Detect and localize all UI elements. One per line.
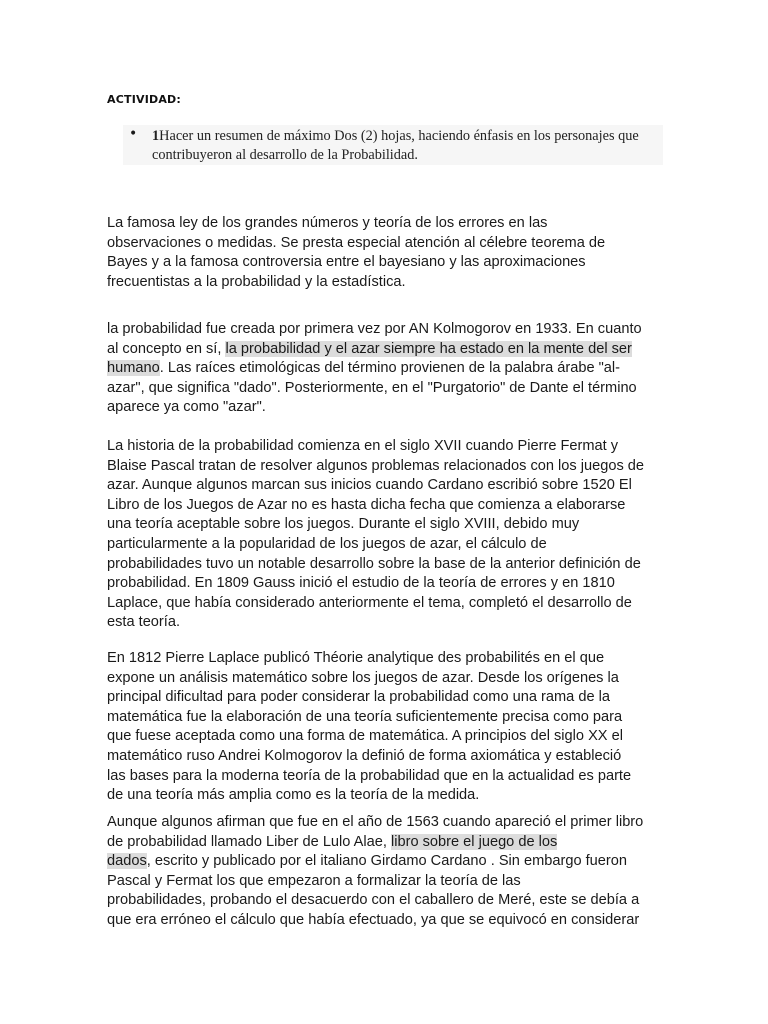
- bullet-icon: •: [129, 126, 138, 142]
- text-line: Bayes y a la famosa controversia entre el bayesiano y las aproximaciones: [107, 254, 586, 271]
- text-line: principal dificultad para poder considerar la probabilidad como una rama de la: [107, 689, 610, 706]
- text-line: de una teoría más amplia como es la teoría de la medida.: [107, 787, 480, 804]
- text-line: Blaise Pascal tratan de resolver algunos problemas relacionados con los juegos de: [107, 457, 645, 474]
- highlighted-text: dados: [107, 853, 147, 870]
- text-line: de probabilidad llamado Liber de Lulo Alae,: [107, 833, 391, 850]
- task-text-line-1: Hacer un resumen de máximo Dos (2) hojas, haciendo énfasis en los personajes que: [159, 128, 639, 144]
- paragraph-cardano: [107, 813, 667, 931]
- text-line: probabilidad. En 1809 Gauss inició el estudio de la teoría de errores y en 1810: [107, 575, 615, 592]
- highlighted-text: humano: [107, 360, 160, 377]
- text-line: matemática fue la elaboración de una teoría suficientemente precisa como para: [107, 708, 623, 725]
- text-line: La famosa ley de los grandes números y teoría de los errores en las: [107, 215, 548, 231]
- text-line: esta teoría.: [107, 614, 181, 631]
- text-line: matemático ruso Andrei Kolmogorov la definió de forma axiomática y estableció: [107, 747, 622, 764]
- text-line: , escrito y publicado por el italiano Girdamo Cardano . Sin embargo fueron: [146, 853, 627, 870]
- text-line: expone un análisis matemático sobre los juegos de azar. Desde los orígenes la: [107, 669, 619, 686]
- paragraph-history: [107, 437, 667, 633]
- text-line: la probabilidad fue creada por primera vez por AN Kolmogorov en 1933. En cuanto: [107, 321, 642, 337]
- activity-heading: ACTIVIDAD:: [107, 93, 181, 106]
- text-line: aparece ya como "azar".: [107, 399, 266, 416]
- text-line: azar. Aunque algunos marcan sus inicios cuando Cardano escribió sobre 1520 El: [107, 477, 632, 494]
- text-line: que fuese aceptada como una forma de matemática. A principios del siglo XX el: [107, 728, 623, 745]
- task-number: 1: [152, 128, 160, 144]
- highlighted-text: libro sobre el juego de los: [390, 833, 558, 850]
- text-line: Laplace, que había considerado anteriormente el tema, completó el desarrollo de: [107, 594, 632, 611]
- paragraph-kolmogorov: [107, 320, 667, 418]
- text-line: Pascal y Fermat los que empezaron a formalizar la teoría de las: [107, 872, 521, 889]
- text-line: Libro de los Juegos de Azar no es hasta dicha fecha que comienza a elaborarse: [107, 496, 626, 513]
- highlighted-text: la probabilidad y el azar siempre ha estado en la mente del ser: [225, 340, 632, 357]
- paragraph-bayes: [107, 214, 667, 292]
- text-line: una teoría aceptable sobre los juegos. Durante el siglo XVIII, debido muy: [107, 516, 580, 533]
- text-line: La historia de la probabilidad comienza en el siglo XVII cuando Pierre Fermat y: [107, 438, 619, 454]
- text-line: Aunque algunos afirman que fue en el año de 1563 cuando apareció el primer libro: [107, 814, 644, 830]
- text-line: al concepto en sí,: [107, 340, 226, 357]
- paragraph-laplace: [107, 649, 667, 806]
- text-line: particularmente a la popularidad de los juegos de azar, el cálculo de: [107, 535, 547, 552]
- text-line: las bases para la moderna teoría de la probabilidad que en la actualidad es parte: [107, 767, 632, 784]
- text-line: probabilidades, probando el desacuerdo con el caballero de Meré, este se debía a: [107, 892, 640, 909]
- text-line: azar", que significa "dado". Posteriormente, en el "Purgatorio" de Dante el término: [107, 379, 637, 396]
- task-item: [152, 127, 662, 165]
- text-line: En 1812 Pierre Laplace publicó Théorie analytique des probabilités en el que: [107, 650, 605, 666]
- text-line: probabilidades tuvo un notable desarrollo sobre la base de la anterior definición de: [107, 555, 641, 572]
- text-line: . Las raíces etimológicas del término provienen de la palabra árabe "al-: [159, 360, 621, 377]
- text-line: observaciones o medidas. Se presta especial atención al célebre teorema de: [107, 234, 606, 251]
- text-line: frecuentistas a la probabilidad y la estadística.: [107, 273, 406, 290]
- text-line: que era erróneo el cálculo que había efectuado, ya que se equivocó en considerar: [107, 911, 640, 928]
- task-text-line-2: contribuyeron al desarrollo de la Probabilidad.: [152, 147, 419, 163]
